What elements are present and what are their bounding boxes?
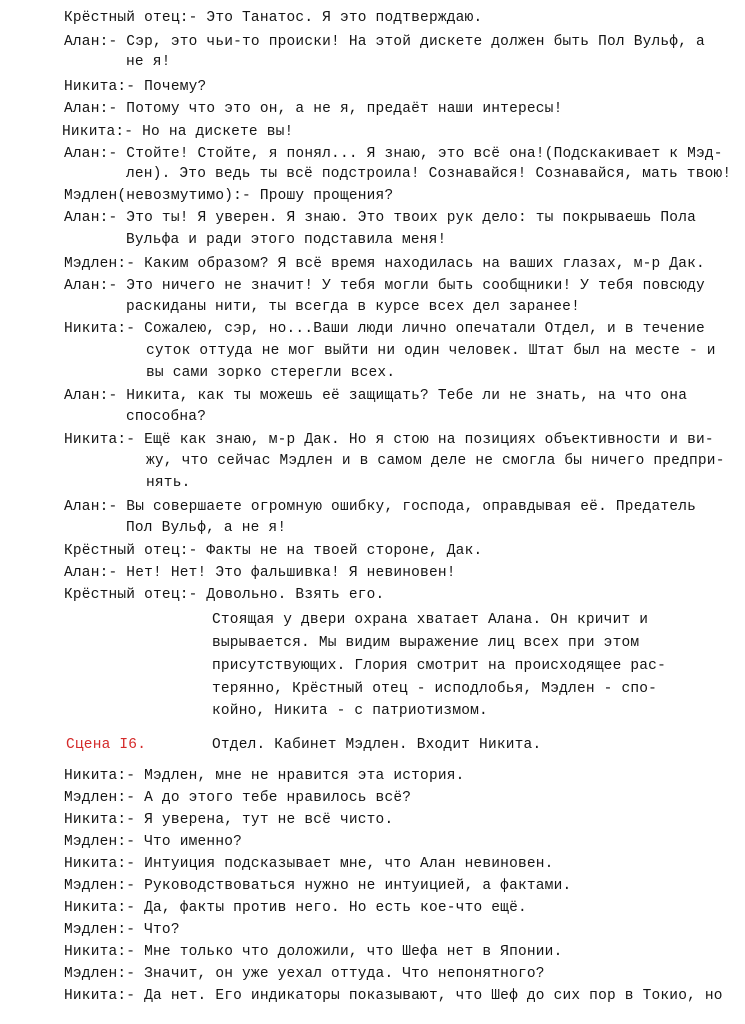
dialogue-line: Крёстный отец:- Это Танатос. Я это подтверждаю. <box>64 10 483 26</box>
dialogue-line: вы сами зорко стерегли всех. <box>146 365 396 381</box>
dialogue-line: не я! <box>126 54 171 70</box>
dialogue-line: Никита:- Да нет. Его индикаторы показывают, что Шеф до сих пор в Токио, но <box>64 988 723 1004</box>
dialogue-line: Вульфа и ради этого подставила меня! <box>126 232 447 248</box>
dialogue-line: Мэдлен:- Что именно? <box>64 834 243 850</box>
stage-direction-line: койно, Никита - с патриотизмом. <box>212 703 488 719</box>
dialogue-line: Никита:- Я уверена, тут не всё чисто. <box>64 812 394 828</box>
dialogue-line: лен). Это ведь ты всё подстроила! Сознавайся! Сознавайся, мать твою! <box>126 166 732 182</box>
dialogue-line: Алан:- Потому что это он, а не я, предаёт наши интересы! <box>64 101 563 117</box>
dialogue-line: Алан:- Никита, как ты можешь её защищать? Тебе ли не знать, на что она <box>64 388 688 404</box>
dialogue-line: Крёстный отец:- Довольно. Взять его. <box>64 587 385 603</box>
dialogue-line: Мэдлен:- Каким образом? Я всё время находилась на ваших глазах, м-р Дак. <box>64 256 705 272</box>
dialogue-line: Алан:- Это ты! Я уверен. Я знаю. Это твоих рук дело: ты покрываешь Пола <box>64 210 697 226</box>
dialogue-line: Мэдлен:- Руководствоваться нужно не интуицией, а фактами. <box>64 878 572 894</box>
dialogue-line: Никита:- Мне только что доложили, что Шефа нет в Японии. <box>64 944 563 960</box>
dialogue-line: Крёстный отец:- Факты не на твоей стороне, Дак. <box>64 543 483 559</box>
stage-direction-line: терянно, Крёстный отец - исподлобья, Мэдлен - спо- <box>212 681 658 697</box>
dialogue-line: Никита:- Сожалею, сэр, но...Ваши люди лично опечатали Отдел, и в течение <box>64 321 705 337</box>
dialogue-line: Никита:- Да, факты против него. Но есть кое-что ещё. <box>64 900 527 916</box>
dialogue-line: Никита:- Почему? <box>64 79 207 95</box>
dialogue-line: Алан:- Сэр, это чьи-то происки! На этой дискете должен быть Пол Вульф, а <box>64 34 705 50</box>
dialogue-line: нять. <box>146 475 191 491</box>
dialogue-line: Мэдлен:- Что? <box>64 922 180 938</box>
dialogue-line: Никита:- Ещё как знаю, м-р Дак. Но я стою на позициях объективности и ви- <box>64 432 714 448</box>
dialogue-line: Алан:- Это ничего не значит! У тебя могли быть сообщники! У тебя повсюду <box>64 278 705 294</box>
dialogue-line: Никита:- Интуиция подсказывает мне, что Алан невиновен. <box>64 856 554 872</box>
dialogue-line: Алан:- Вы совершаете огромную ошибку, господа, оправдывая её. Предатель <box>64 499 697 515</box>
stage-direction-line: вырывается. Мы видим выражение лиц всех при этом <box>212 635 640 651</box>
dialogue-line: Пол Вульф, а не я! <box>126 520 287 536</box>
scene-heading: Сцена I6. <box>66 737 147 753</box>
dialogue-line: Алан:- Стойте! Стойте, я понял... Я знаю, это всё она!(Подскакивает к Мэд- <box>64 146 723 162</box>
dialogue-line: Мэдлен(невозмутимо):- Прошу прощения? <box>64 188 394 204</box>
dialogue-line: Никита:- Но на дискете вы! <box>62 124 294 140</box>
dialogue-line: Мэдлен:- А до этого тебе нравилось всё? <box>64 790 412 806</box>
dialogue-line: раскиданы нити, ты всегда в курсе всех дел заранее! <box>126 299 580 315</box>
dialogue-line: жу, что сейчас Мэдлен и в самом деле не смогла бы ничего предпри- <box>146 453 725 469</box>
stage-direction-line: присутствующих. Глория смотрит на происходящее рас- <box>212 658 666 674</box>
scene-setting: Отдел. Кабинет Мэдлен. Входит Никита. <box>212 737 542 753</box>
dialogue-line: способна? <box>126 409 207 425</box>
dialogue-line: Алан:- Нет! Нет! Это фальшивка! Я невиновен! <box>64 565 456 581</box>
stage-direction-line: Стоящая у двери охрана хватает Алана. Он кричит и <box>212 612 649 628</box>
dialogue-line: суток оттуда не мог выйти ни один человек. Штат был на месте - и <box>146 343 716 359</box>
dialogue-line: Никита:- Мэдлен, мне не нравится эта история. <box>64 768 465 784</box>
dialogue-line: Мэдлен:- Значит, он уже уехал оттуда. Что непонятного? <box>64 966 545 982</box>
